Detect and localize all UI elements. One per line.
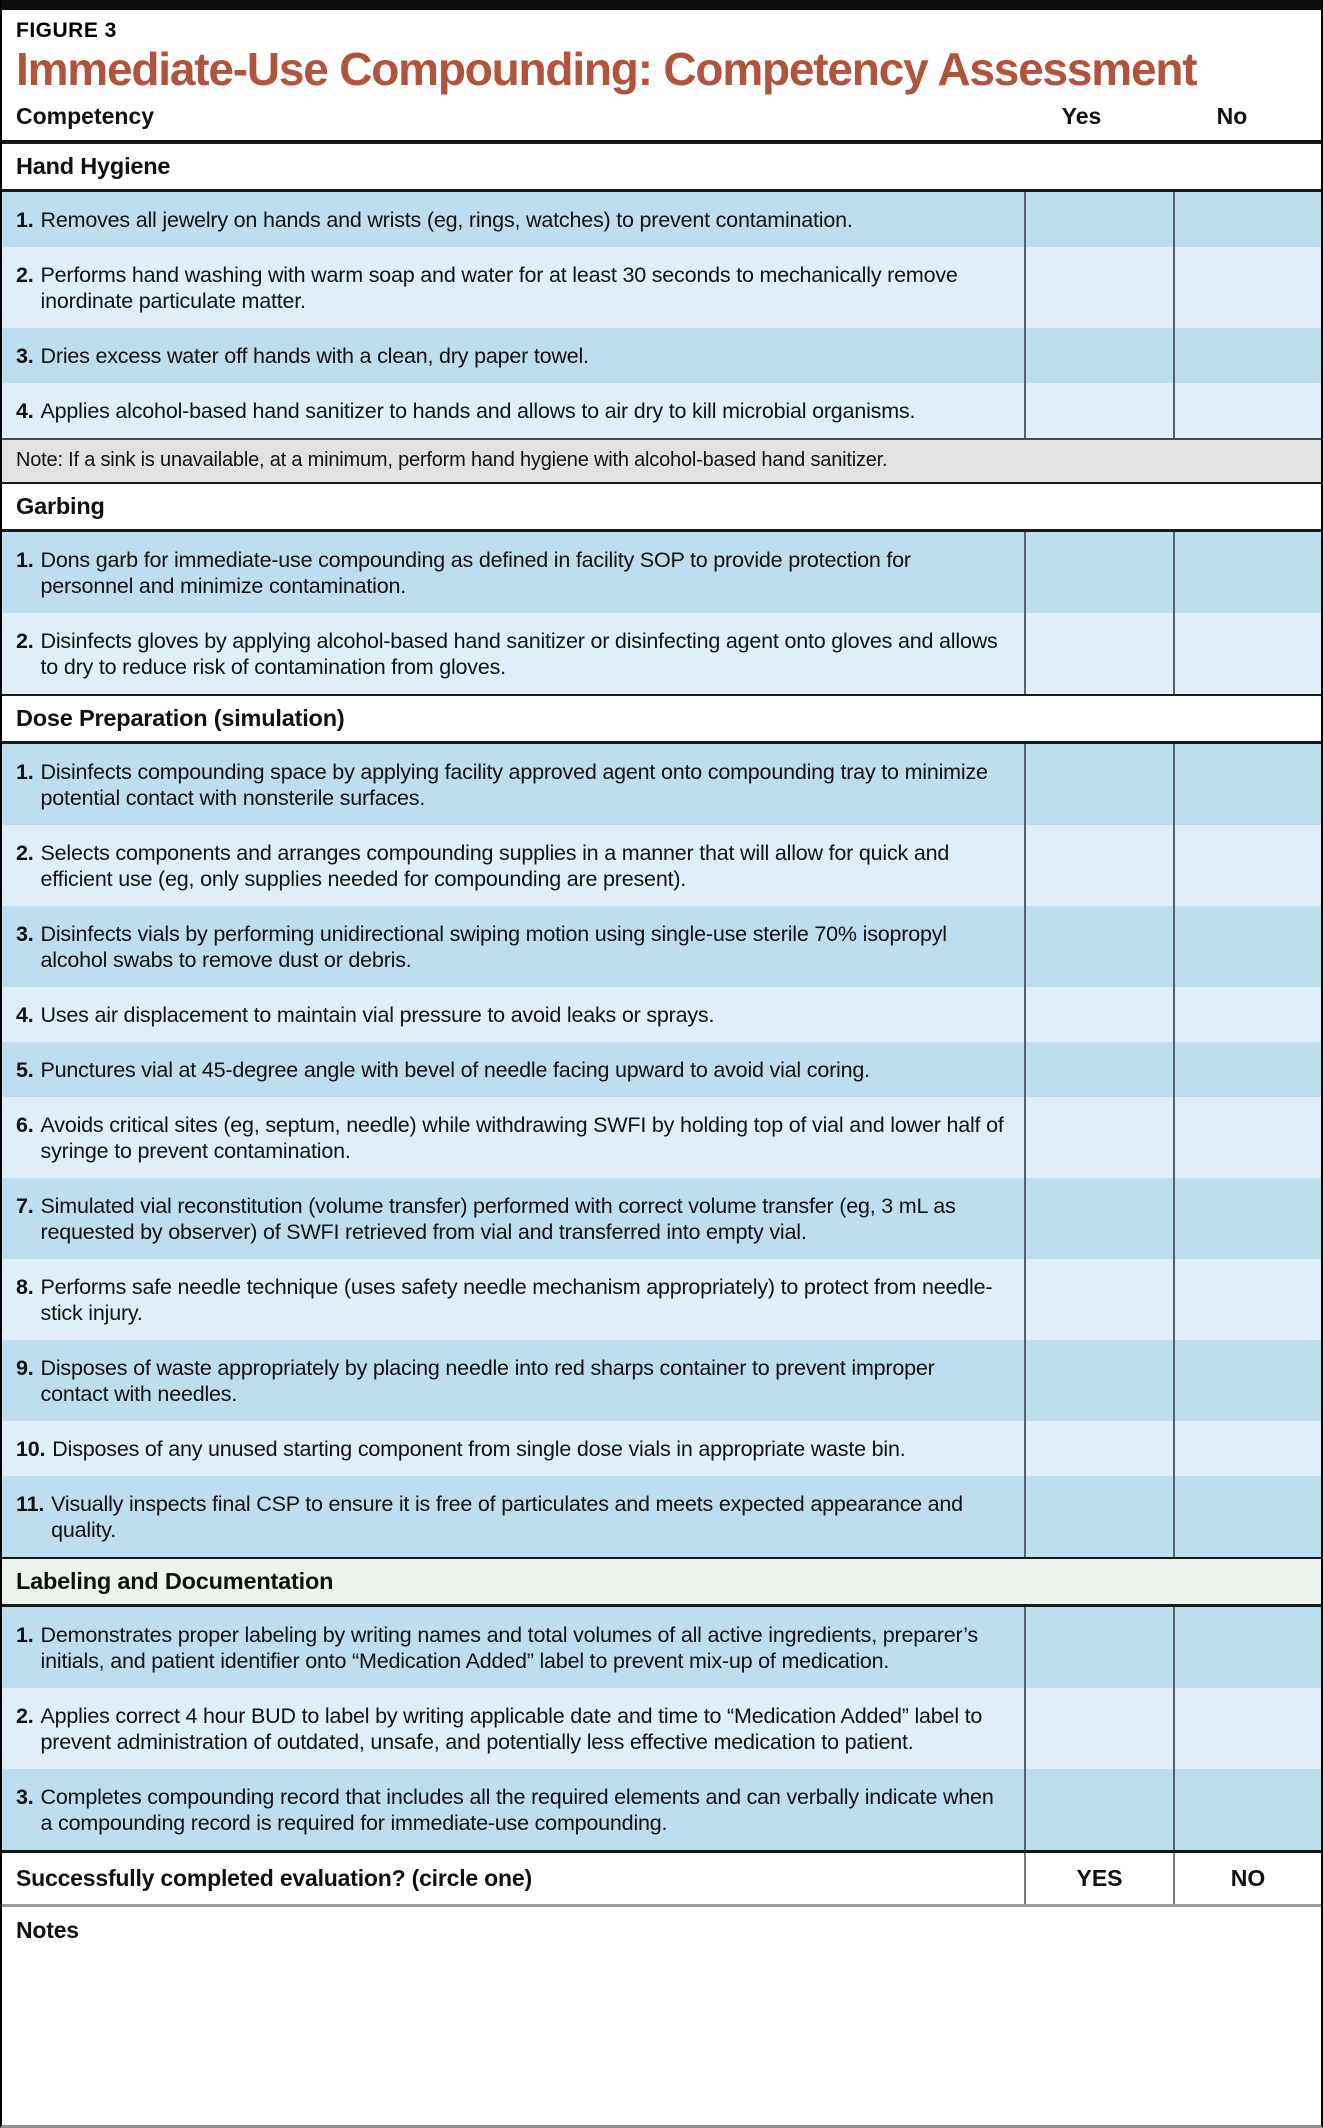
no-cell[interactable] bbox=[1173, 1421, 1321, 1476]
row-text: Dons garb for immediate-use compounding as defined in facility SOP to provide protection for personnel and minimize contamination. bbox=[40, 547, 911, 598]
row-text: Performs hand washing with warm soap and water for at least 30 seconds to mechanically remove inordinate particulate matter. bbox=[40, 262, 958, 313]
row-number: 7. bbox=[16, 1193, 34, 1218]
no-cell[interactable] bbox=[1173, 1042, 1321, 1097]
section-header: Labeling and Documentation bbox=[2, 1557, 1321, 1607]
table-row bbox=[2, 532, 1321, 613]
row-number: 9. bbox=[16, 1355, 34, 1380]
row-text: Disposes of waste appropriately by placing needle into red sharps container to prevent improper contact with needles. bbox=[40, 1355, 935, 1406]
yes-cell[interactable] bbox=[1024, 1178, 1173, 1259]
competency-cell bbox=[2, 1476, 1024, 1557]
table-row bbox=[2, 744, 1321, 825]
no-cell[interactable] bbox=[1173, 383, 1321, 438]
yes-cell[interactable] bbox=[1024, 906, 1173, 987]
row-number: 11. bbox=[16, 1491, 45, 1516]
row-number: 5. bbox=[16, 1057, 34, 1082]
table-row bbox=[2, 192, 1321, 247]
section-header: Dose Preparation (simulation) bbox=[2, 694, 1321, 744]
row-text: Avoids critical sites (eg, septum, needle) while withdrawing SWFI by holding top of vial and lower half of syringe to prevent contamination. bbox=[40, 1112, 1004, 1163]
no-cell[interactable] bbox=[1173, 1178, 1321, 1259]
no-cell[interactable] bbox=[1173, 247, 1321, 328]
column-header-yes: Yes bbox=[1061, 102, 1102, 129]
table-row bbox=[2, 383, 1321, 438]
row-number: 2. bbox=[16, 1703, 34, 1728]
no-cell[interactable] bbox=[1173, 744, 1321, 825]
row-number: 1. bbox=[16, 759, 34, 784]
notes-label: Notes bbox=[16, 1916, 79, 1943]
section-header: Garbing bbox=[2, 482, 1321, 532]
competency-cell bbox=[2, 825, 1024, 906]
competency-cell bbox=[2, 987, 1024, 1042]
table-row bbox=[2, 1607, 1321, 1688]
note-row: Note: If a sink is unavailable, at a minimum, perform hand hygiene with alcohol-based hand sanitizer. bbox=[2, 438, 1321, 482]
no-cell[interactable] bbox=[1173, 1769, 1321, 1850]
table-row bbox=[2, 1097, 1321, 1178]
table-row bbox=[2, 1688, 1321, 1769]
no-cell[interactable] bbox=[1173, 328, 1321, 383]
competency-cell bbox=[2, 328, 1024, 383]
competency-cell bbox=[2, 744, 1024, 825]
competency-cell bbox=[2, 1688, 1024, 1769]
row-text: Selects components and arranges compounding supplies in a manner that will allow for quick and efficient use (eg, only supplies needed for compounding are present). bbox=[40, 840, 950, 891]
competency-cell bbox=[2, 1421, 1024, 1476]
yes-cell[interactable] bbox=[1024, 1476, 1173, 1557]
row-text: Applies alcohol-based hand sanitizer to hands and allows to air dry to kill microbial organisms. bbox=[40, 398, 916, 423]
yes-cell[interactable] bbox=[1024, 328, 1173, 383]
table-row bbox=[2, 1769, 1321, 1850]
row-number: 10. bbox=[16, 1436, 46, 1461]
yes-cell[interactable] bbox=[1024, 1340, 1173, 1421]
competency-cell bbox=[2, 1340, 1024, 1421]
evaluation-no-option[interactable]: NO bbox=[1173, 1853, 1321, 1904]
competency-cell bbox=[2, 247, 1024, 328]
no-cell[interactable] bbox=[1173, 192, 1321, 247]
no-cell[interactable] bbox=[1173, 1097, 1321, 1178]
yes-cell[interactable] bbox=[1024, 1421, 1173, 1476]
row-text: Performs safe needle technique (uses safety needle mechanism appropriately) to protect from needle-stick injury. bbox=[40, 1274, 993, 1325]
row-number: 2. bbox=[16, 628, 34, 653]
evaluation-row bbox=[2, 1850, 1321, 1904]
no-cell[interactable] bbox=[1173, 1688, 1321, 1769]
no-cell[interactable] bbox=[1173, 613, 1321, 694]
no-cell[interactable] bbox=[1173, 1340, 1321, 1421]
competency-cell bbox=[2, 192, 1024, 247]
no-cell[interactable] bbox=[1173, 1476, 1321, 1557]
table-row bbox=[2, 987, 1321, 1042]
row-text: Simulated vial reconstitution (volume transfer) performed with correct volume transfer (eg, 3 mL as requested by observer) of SWFI retrieved from vial and transferred into empty vial. bbox=[40, 1193, 956, 1244]
row-number: 3. bbox=[16, 343, 34, 368]
row-text: Disinfects vials by performing unidirectional swiping motion using single-use sterile 70% isopropyl alcohol swabs to remove dust or debris. bbox=[40, 921, 947, 972]
row-number: 1. bbox=[16, 1622, 34, 1647]
row-number: 8. bbox=[16, 1274, 34, 1299]
table-row bbox=[2, 1259, 1321, 1340]
yes-cell[interactable] bbox=[1024, 613, 1173, 694]
yes-cell[interactable] bbox=[1024, 383, 1173, 438]
no-cell[interactable] bbox=[1173, 1607, 1321, 1688]
row-number: 4. bbox=[16, 1002, 34, 1027]
yes-cell[interactable] bbox=[1024, 192, 1173, 247]
row-number: 1. bbox=[16, 547, 34, 572]
column-header-no: No bbox=[1216, 102, 1248, 129]
competency-cell bbox=[2, 906, 1024, 987]
row-text: Visually inspects final CSP to ensure it is free of particulates and meets expected appearance and quality. bbox=[51, 1491, 963, 1542]
yes-cell[interactable] bbox=[1024, 1769, 1173, 1850]
notes-area[interactable] bbox=[2, 1904, 1321, 2125]
figure-label: FIGURE 3 bbox=[16, 19, 117, 42]
table-row bbox=[2, 328, 1321, 383]
row-text: Dries excess water off hands with a clean, dry paper towel. bbox=[40, 343, 589, 368]
row-number: 2. bbox=[16, 840, 34, 865]
column-header-competency: Competency bbox=[16, 102, 155, 129]
no-cell[interactable] bbox=[1173, 987, 1321, 1042]
row-number: 1. bbox=[16, 207, 34, 232]
no-cell[interactable] bbox=[1173, 825, 1321, 906]
competency-cell bbox=[2, 1178, 1024, 1259]
competency-cell bbox=[2, 613, 1024, 694]
row-text: Removes all jewelry on hands and wrists (eg, rings, watches) to prevent contamination. bbox=[40, 207, 853, 232]
evaluation-label: Successfully completed evaluation? (circle one) bbox=[16, 1864, 532, 1891]
yes-cell[interactable] bbox=[1024, 532, 1173, 613]
competency-cell bbox=[2, 1607, 1024, 1688]
yes-cell[interactable] bbox=[1024, 825, 1173, 906]
table-row bbox=[2, 1042, 1321, 1097]
yes-cell[interactable] bbox=[1024, 1097, 1173, 1178]
competency-cell bbox=[2, 532, 1024, 613]
yes-cell[interactable] bbox=[1024, 987, 1173, 1042]
row-text: Disinfects compounding space by applying facility approved agent onto compounding tray to minimize potential contact with nonsterile surfaces. bbox=[40, 759, 988, 810]
evaluation-yes-option[interactable]: YES bbox=[1024, 1853, 1173, 1904]
yes-cell[interactable] bbox=[1024, 1607, 1173, 1688]
row-text: Applies correct 4 hour BUD to label by writing applicable date and time to “Medication Added” label to prevent administration of outdated, unsafe, and potentially less effective medication to patient. bbox=[40, 1703, 983, 1754]
row-number: 3. bbox=[16, 921, 34, 946]
figure-header bbox=[2, 10, 1321, 142]
yes-cell[interactable] bbox=[1024, 1688, 1173, 1769]
row-text: Uses air displacement to maintain vial pressure to avoid leaks or sprays. bbox=[40, 1002, 715, 1027]
section-header: Hand Hygiene bbox=[2, 142, 1321, 192]
row-text: Punctures vial at 45-degree angle with bevel of needle facing upward to avoid vial coring. bbox=[40, 1057, 870, 1082]
table-row bbox=[2, 1421, 1321, 1476]
table-row bbox=[2, 1178, 1321, 1259]
competency-cell bbox=[2, 1042, 1024, 1097]
top-rule bbox=[2, 0, 1321, 10]
yes-cell[interactable] bbox=[1024, 247, 1173, 328]
row-text: Demonstrates proper labeling by writing names and total volumes of all active ingredients, preparer’s initials, and patient identifier onto “Medication Added” label to prevent mix-up of medication. bbox=[40, 1622, 978, 1673]
no-cell[interactable] bbox=[1173, 906, 1321, 987]
yes-cell[interactable] bbox=[1024, 1042, 1173, 1097]
row-text: Disinfects gloves by applying alcohol-based hand sanitizer or disinfecting agent onto gloves and allows to dry to reduce risk of contamination from gloves. bbox=[40, 628, 998, 679]
table-row bbox=[2, 613, 1321, 694]
competency-cell bbox=[2, 383, 1024, 438]
page-title: Immediate-Use Compounding: Competency Assessment bbox=[16, 43, 1197, 95]
competency-cell bbox=[2, 1769, 1024, 1850]
no-cell[interactable] bbox=[1173, 532, 1321, 613]
row-number: 4. bbox=[16, 398, 34, 423]
sections bbox=[2, 142, 1321, 1850]
table-row bbox=[2, 247, 1321, 328]
yes-cell[interactable] bbox=[1024, 744, 1173, 825]
row-text: Completes compounding record that includes all the required elements and can verbally indicate when a compounding record is required for immediate-use compounding. bbox=[40, 1784, 994, 1835]
column-header-row bbox=[16, 95, 1307, 140]
table-row bbox=[2, 1476, 1321, 1557]
competency-cell bbox=[2, 1097, 1024, 1178]
table-row bbox=[2, 825, 1321, 906]
row-text: Disposes of any unused starting component from single dose vials in appropriate waste bin. bbox=[52, 1436, 906, 1461]
competency-cell bbox=[2, 1259, 1024, 1340]
table-row bbox=[2, 1340, 1321, 1421]
no-cell[interactable] bbox=[1173, 1259, 1321, 1340]
row-number: 3. bbox=[16, 1784, 34, 1809]
row-number: 2. bbox=[16, 262, 34, 287]
row-number: 6. bbox=[16, 1112, 34, 1137]
yes-cell[interactable] bbox=[1024, 1259, 1173, 1340]
table-row bbox=[2, 906, 1321, 987]
